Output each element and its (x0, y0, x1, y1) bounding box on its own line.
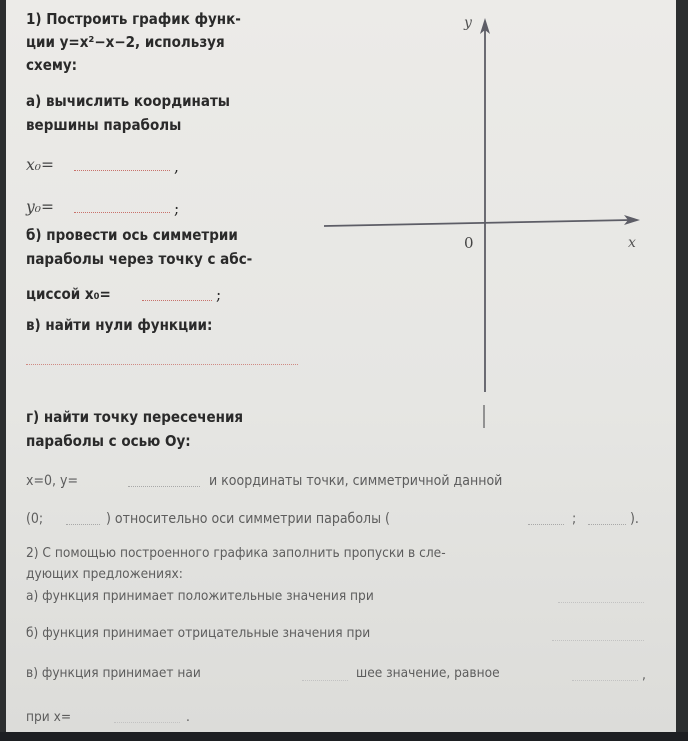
x0-comma: , (174, 158, 179, 176)
negative-answer-blank[interactable] (552, 640, 644, 641)
g-sym-y-blank[interactable] (588, 524, 626, 525)
origin-label: 0 (464, 234, 474, 252)
step-a-line2: вершины параболы (26, 116, 182, 134)
task2-extreme-comma: , (642, 667, 646, 683)
task2-extreme-mid: шее значение, равное (356, 665, 500, 681)
step-a-line1: а) вычислить координаты (26, 92, 230, 110)
task2-heading-line2: дующих предложениях: (26, 566, 183, 582)
step-g-line1: г) найти точку пересечения (26, 408, 244, 426)
extreme-word-blank[interactable] (302, 680, 348, 681)
g-sym-semicolon: ; (572, 511, 577, 527)
y0-semicolon: ; (174, 200, 180, 218)
task2-extreme-start: в) функция принимает наи (26, 665, 201, 681)
positive-answer-blank[interactable] (558, 602, 644, 603)
task2-heading-line1: 2) С помощью построенного графика заполнить пропуски в сле- (26, 545, 446, 561)
g-equation-rest: и координаты точки, симметричной данной (209, 473, 503, 489)
task1-heading-line1: 1) Построить график функ- (26, 10, 241, 28)
step-b-line2: параболы через точку с абс- (26, 250, 253, 268)
y0-label: y₀= (26, 198, 54, 216)
screen-taskbar-strip (0, 732, 688, 741)
g-y-answer-blank[interactable] (128, 486, 200, 487)
extreme-x-blank[interactable] (114, 722, 180, 723)
task2-positive-line: а) функция принимает положительные значения при (26, 588, 374, 604)
task2-extreme-period: . (186, 709, 190, 725)
g-sym-x-blank[interactable] (528, 524, 564, 525)
g-symmetry-text: ) относительно оси симметрии параболы ( (106, 511, 390, 527)
worksheet-page (6, 0, 676, 732)
step-b-semicolon: ; (216, 286, 222, 304)
step-b-line1: б) провести ось симметрии (26, 226, 238, 244)
g-point-close: ). (630, 511, 639, 527)
task1-heading-line2: ции y=x²−x−2, используя (26, 33, 225, 51)
g-point-blank[interactable] (66, 524, 100, 525)
task2-negative-line: б) функция принимает отрицательные значения при (26, 625, 371, 641)
g-point-open: (0; (26, 511, 44, 527)
task1-heading-line3: схему: (26, 56, 78, 74)
g-equation-start: x=0, y= (26, 473, 79, 489)
coordinate-graph (6, 0, 676, 732)
step-g-line2: параболы с осью Oy: (26, 432, 191, 450)
x-axis-label: x (628, 235, 636, 251)
x-axis-line (324, 220, 631, 226)
y-axis-label: y (464, 15, 472, 31)
step-v-line1: в) найти нули функции: (26, 316, 213, 334)
extreme-value-blank[interactable] (572, 680, 638, 681)
step-b-line3: циссой x₀= (26, 285, 111, 303)
task2-extreme-x-label: при x= (26, 709, 72, 725)
x0-label: x₀= (26, 156, 54, 174)
